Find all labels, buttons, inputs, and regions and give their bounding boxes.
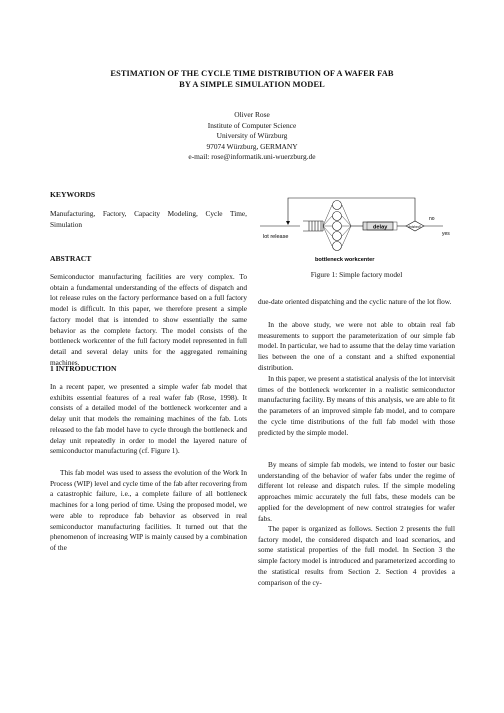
right-paragraph-2: In this paper, we present a statistical analysis of the lot intervisit times of the bottleneck workcenter in a realistic semiconductor manufacturing facility. By means of this analysis, we are able to fit the parameters of an improved simple fab model, and to compare the cycle time distributions of the full fab model with those predicted by the simple model. (258, 374, 455, 437)
bottleneck-queue (303, 221, 323, 231)
keywords-heading: KEYWORDS (50, 190, 96, 199)
machine-circle (333, 232, 342, 241)
machine-circle (333, 212, 342, 221)
right-paragraph-0: due-date oriented dispatching and the cyclic nature of the lot flow. (258, 297, 452, 306)
abstract-heading: ABSTRACT (50, 254, 92, 263)
yes-label: yes (442, 231, 450, 237)
right-paragraph-1: In the above study, we were not able to obtain real fab measurements to support the parameterization of our simple fab model. In particular, we had to assume that the delay time variation lies between the one of a constant and a shifted exponential distribution. (258, 320, 455, 372)
keywords-text: Manufacturing, Factory, Capacity Modeling, Cycle Time, Simulation (50, 209, 247, 229)
bottleneck-workcenter-label: bottleneck workcenter (315, 257, 375, 263)
author-university: University of Würzburg (216, 131, 288, 140)
machine-circle (333, 242, 342, 251)
machine-circle (333, 222, 342, 231)
delay-label: delay (373, 224, 388, 231)
author-email: e-mail: rose@informatik.uni-wuerzburg.de (188, 152, 316, 161)
no-label: no (429, 216, 435, 222)
author-name: Oliver Rose (234, 110, 270, 119)
introduction-heading: 1 INTRODUCTION (50, 364, 117, 373)
machine-circle (333, 201, 342, 210)
right-paragraph-4: The paper is organized as follows. Section 2 presents the full factory model, the considered dispatch and load scenarios, and some statistical properties of the full model. In Section 3 the simple factory model is introduced and parameterized according to the statistical results from Section 2. Section 4 provides a comparison of the cy- (258, 524, 455, 587)
right-paragraph-3: By means of simple fab models, we intend to foster our basic understanding of the behavior of wafer fabs under the regime of different lot release and dispatch rules. If the simple modeling approaches mimic accurately the full fabs, these models can be applied for the development of new control strategies for wafer fabs. (258, 460, 455, 523)
author-address: 97074 Würzburg, GERMANY (206, 141, 298, 151)
paper-title-line-1: ESTIMATION OF THE CYCLE TIME DISTRIBUTION OF A WAFER FAB (110, 69, 394, 78)
figure-caption: Figure 1: Simple factory model (310, 270, 403, 279)
intro-paragraph-1: In a recent paper, we presented a simple wafer fab model that exhibits essential features of a real wafer fab (Rose, 1998). It consists of a detailed model of the bottleneck workcenter and a delay unit that models the remaining machines of the fab. Lots released to the fab model have to cycle through the bottleneck and delay unit repeatedly in order to model the layered nature of semiconductor manufacturing (cf. Figure 1). (50, 382, 247, 456)
paper-title-line-2: BY A SIMPLE SIMULATION MODEL (179, 80, 325, 89)
intro-paragraph-2: This fab model was used to assess the evolution of the Work In Process (WIP) level and cycle time of the fab after recovering from a catastrophic failure, i.e., a complete failure of all bottleneck machines for a long period of time. Using the proposed model, we were able to reproduce fab behavior as observed in real semiconductor manufacturing facilities. It turned out that the phenomenon of increasing WIP is mainly caused by a combination of the (50, 468, 247, 552)
lot-release-label: lot release (263, 234, 289, 240)
factory-model-diagram (255, 190, 465, 270)
author-institute: Institute of Computer Science (207, 120, 297, 130)
feedback-arrowhead (286, 221, 290, 225)
abstract-text: Semiconductor manufacturing facilities are very complex. To obtain a fundamental understanding of the effects of dispatch and lot release rules on the factory performance based on a full factory model is difficult. In this paper, we therefore present a simple factory model that is intended to show essentially the same behavior as the complete factory. The model consists of the bottleneck workcenter of the full factory model represented in full detail and several delay units for the aggregated remaining machines. (50, 272, 247, 367)
finished-label: finished? (408, 224, 422, 229)
